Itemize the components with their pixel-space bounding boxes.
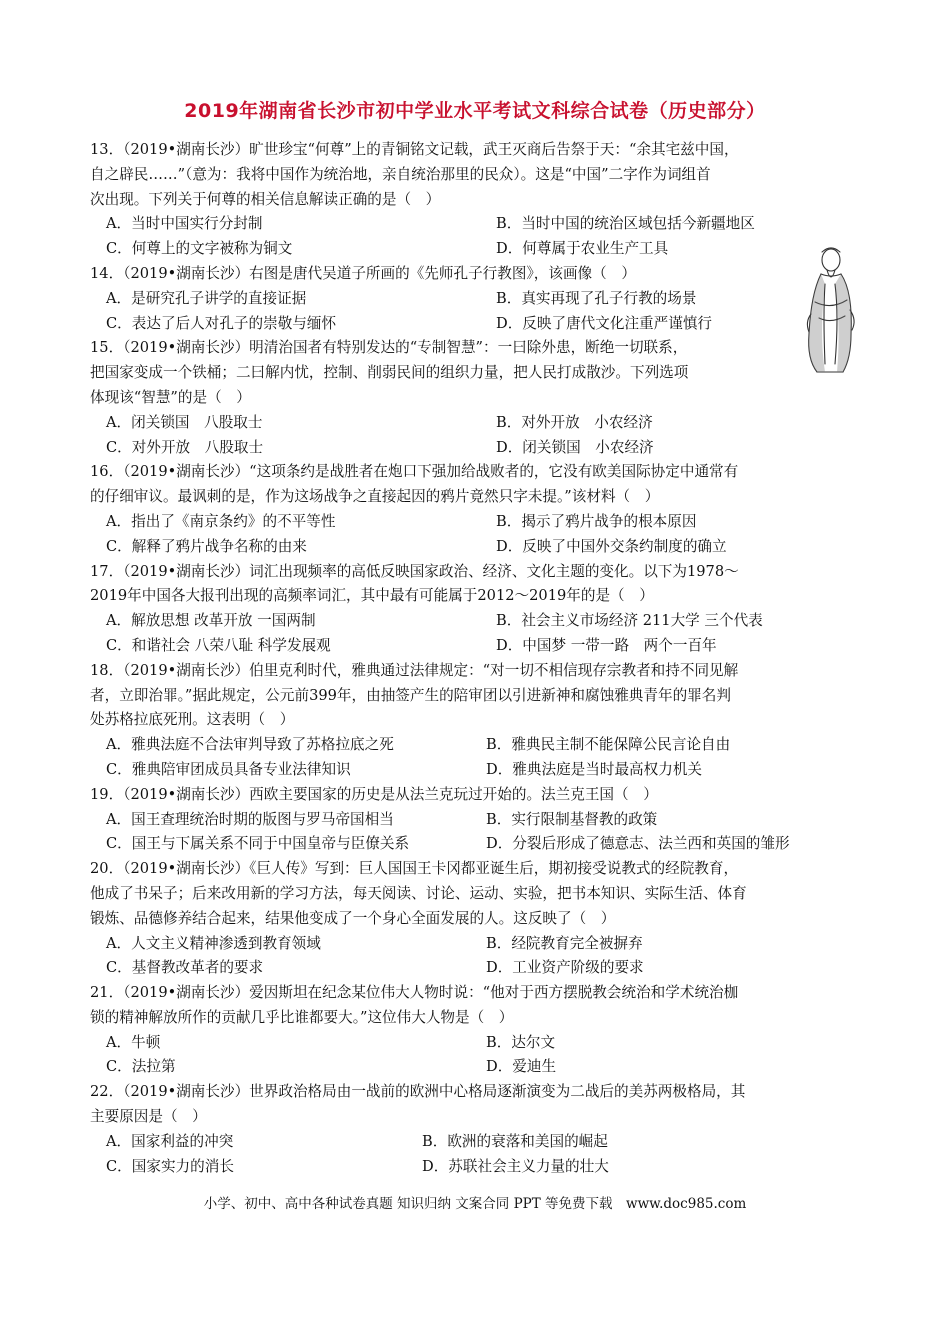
options-19 <box>90 808 880 858</box>
option-c[interactable]: C．表达了后人对孔子的崇敬与缅怀 <box>106 314 337 332</box>
question-stem-line: 2019年中国各大报刊出现的高频率词汇，其中最有可能属于2012～2019年的是（ ） <box>90 587 654 605</box>
options-18 <box>90 733 880 783</box>
option-b[interactable]: B．经院教育完全被摒弃 <box>486 934 643 952</box>
option-a[interactable]: A．国王查理统治时期的版图与罗马帝国相当 <box>106 810 394 828</box>
option-b[interactable]: B．达尔文 <box>486 1033 556 1051</box>
options-21 <box>90 1031 880 1081</box>
question-stem-line: 他成了书呆子；后来改用新的学习方法，每天阅读、讨论、运动、实验，把书本知识、实际生活、体育 <box>90 884 747 902</box>
question-stem-line: 17．（2019•湖南长沙）词汇出现频率的高低反映国家政治、经济、文化主题的变化。以下为1978～ <box>90 562 739 580</box>
option-c[interactable]: C．国王与下属关系不同于中国皇帝与臣僚关系 <box>106 835 410 853</box>
question-13 <box>90 138 880 212</box>
option-d[interactable]: D．中国梦 一带一路 两个一百年 <box>496 636 717 654</box>
option-a[interactable]: A．解放思想 改革开放 一国两制 <box>106 612 316 630</box>
question-stem-line: 22．（2019•湖南长沙）世界政治格局由一战前的欧洲中心格局逐渐演变为二战后的美苏两极格局，其 <box>90 1083 746 1101</box>
page-title: 2019年湖南省长沙市初中学业水平考试文科综合试卷（历史部分） <box>184 100 766 122</box>
question-stem-line: 16．（2019•湖南长沙）“这项条约是战胜者在炮口下强加给战败者的，它没有欧美国际协定中通常有 <box>90 463 739 481</box>
option-b[interactable]: B．对外开放 小农经济 <box>496 413 653 431</box>
confucius-portrait-icon <box>795 244 863 376</box>
option-d[interactable]: D．反映了唐代文化注重严谨慎行 <box>496 314 713 332</box>
options-16 <box>90 510 880 560</box>
option-d[interactable]: D．苏联社会主义力量的壮大 <box>422 1157 609 1175</box>
options-17 <box>90 609 880 659</box>
option-a[interactable]: A．指出了《南京条约》的不平等性 <box>106 512 336 530</box>
option-b[interactable]: B．真实再现了孔子行教的场景 <box>496 289 697 307</box>
options-15 <box>90 411 880 461</box>
question-stem-line: 锁的精神解放所作的贡献几乎比谁都要大。”这位伟大人物是（ ） <box>90 1008 514 1026</box>
option-d[interactable]: D．分裂后形成了德意志、法兰西和英国的雏形 <box>486 835 790 853</box>
option-c[interactable]: C．何尊上的文字被称为铜文 <box>106 240 293 258</box>
question-16 <box>90 460 880 510</box>
option-c[interactable]: C．解释了鸦片战争名称的由来 <box>106 537 307 555</box>
options-20 <box>90 932 880 982</box>
option-a[interactable]: A．当时中国实行分封制 <box>106 215 263 233</box>
question-stem-line: 次出现。下列关于何尊的相关信息解读正确的是（ ） <box>90 190 441 208</box>
question-stem-line: 13．（2019•湖南长沙）旷世珍宝“何尊”上的青铜铭文记载，武王灭商后告祭于天：“余其宅兹中国， <box>90 141 739 158</box>
option-a[interactable]: A．牛顿 <box>106 1033 161 1051</box>
option-a[interactable]: A．是研究孔子讲学的直接证据 <box>106 289 307 307</box>
option-b[interactable]: B．雅典民主制不能保障公民言论自由 <box>486 736 731 754</box>
question-stem-line: 18．（2019•湖南长沙）伯里克利时代，雅典通过法律规定：“对一切不相信现存宗教者和持不同见解 <box>90 661 739 679</box>
option-d[interactable]: D．闭关锁国 小农经济 <box>496 438 654 456</box>
option-b[interactable]: B．实行限制基督教的政策 <box>486 810 658 828</box>
option-c[interactable]: C．法拉第 <box>106 1058 176 1076</box>
option-b[interactable]: B．社会主义市场经济 211大学 三个代表 <box>496 612 763 630</box>
question-stem: 19．（2019•湖南长沙）西欧主要国家的历史是从法兰克玩过开始的。法兰克王国（ ） <box>90 785 658 803</box>
option-b[interactable]: B．当时中国的统治区域包括今新疆地区 <box>496 215 755 233</box>
option-d[interactable]: D．爱迪生 <box>486 1058 557 1076</box>
question-14 <box>90 262 880 287</box>
option-c[interactable]: C．雅典陪审团成员具备专业法律知识 <box>106 760 351 778</box>
question-17 <box>90 560 880 610</box>
question-list <box>90 138 880 1179</box>
option-c[interactable]: C．国家实力的消长 <box>106 1157 234 1175</box>
question-stem-line: 锻炼、品德修养结合起来，结果他变成了一个身心全面发展的人。这反映了（ ） <box>90 909 616 927</box>
page-footer: 小学、初中、高中各种试卷真题 知识归纳 文案合同 PPT 等免费下载 www.doc985.com <box>203 1196 747 1212</box>
option-a[interactable]: A．雅典法庭不合法审判导致了苏格拉底之死 <box>106 736 394 754</box>
question-stem-line: 者，立即治罪。”据此规定，公元前399年，由抽签产生的陪审团以引进新神和腐蚀雅典青年的罪名判 <box>90 686 731 704</box>
option-d[interactable]: D．工业资产阶级的要求 <box>486 959 644 977</box>
option-d[interactable]: D．何尊属于农业生产工具 <box>496 240 669 258</box>
option-b[interactable]: B．揭示了鸦片战争的根本原因 <box>496 512 697 530</box>
question-20 <box>90 857 880 931</box>
options-22 <box>90 1130 880 1180</box>
option-d[interactable]: D．反映了中国外交条约制度的确立 <box>496 537 727 555</box>
option-a[interactable]: A．人文主义精神渗透到教育领域 <box>106 934 321 952</box>
question-15 <box>90 336 880 410</box>
question-stem-line: 的仔细审议。最讽刺的是，作为这场战争之直接起因的鸦片竟然只字未提。”该材料（ ） <box>90 488 660 506</box>
option-d[interactable]: D．雅典法庭是当时最高权力机关 <box>486 760 703 778</box>
question-stem-line: 15．（2019•湖南长沙）明清治国者有特别发达的“专制智慧”：一曰除外患，断绝一切联系， <box>90 339 688 357</box>
option-c[interactable]: C．对外开放 八股取士 <box>106 438 264 456</box>
question-stem-line: 主要原因是（ ） <box>90 1108 207 1126</box>
option-c[interactable]: C．基督教改革者的要求 <box>106 959 264 977</box>
option-a[interactable]: A．闭关锁国 八股取士 <box>106 413 263 431</box>
question-18 <box>90 659 880 733</box>
question-22 <box>90 1080 880 1130</box>
options-13 <box>90 212 880 262</box>
question-stem-line: 20．（2019•湖南长沙）《巨人传》写到：巨人国国王卡冈都亚诞生后，期初接受说教式的经院教育， <box>90 860 739 878</box>
question-19 <box>90 783 880 808</box>
question-stem-line: 体现该“智慧”的是（ ） <box>90 388 251 406</box>
options-14 <box>90 287 880 337</box>
question-stem-line: 处苏格拉底死刑。这表明（ ） <box>90 711 295 729</box>
question-stem: 14．（2019•湖南长沙）右图是唐代吴道子所画的《先师孔子行教图》，该画像（ ） <box>90 264 636 282</box>
question-stem-line: 自之辟民……”（意为：我将中国作为统治地，亲自统治那里的民众）。这是“中国”二字作为词组首 <box>90 165 711 183</box>
option-a[interactable]: A．国家利益的冲突 <box>106 1132 234 1150</box>
option-b[interactable]: B．欧洲的衰落和美国的崛起 <box>422 1132 608 1150</box>
question-stem-line: 21．（2019•湖南长沙）爱因斯坦在纪念某位伟大人物时说：“他对于西方摆脱教会统治和学术统治枷 <box>90 984 739 1002</box>
question-21 <box>90 981 880 1031</box>
question-stem-line: 把国家变成一个铁桶；二曰解内忧，控制、削弱民间的组织力量，把人民打成散沙。下列选项 <box>90 364 689 382</box>
option-c[interactable]: C．和谐社会 八荣八耻 科学发展观 <box>106 636 331 654</box>
